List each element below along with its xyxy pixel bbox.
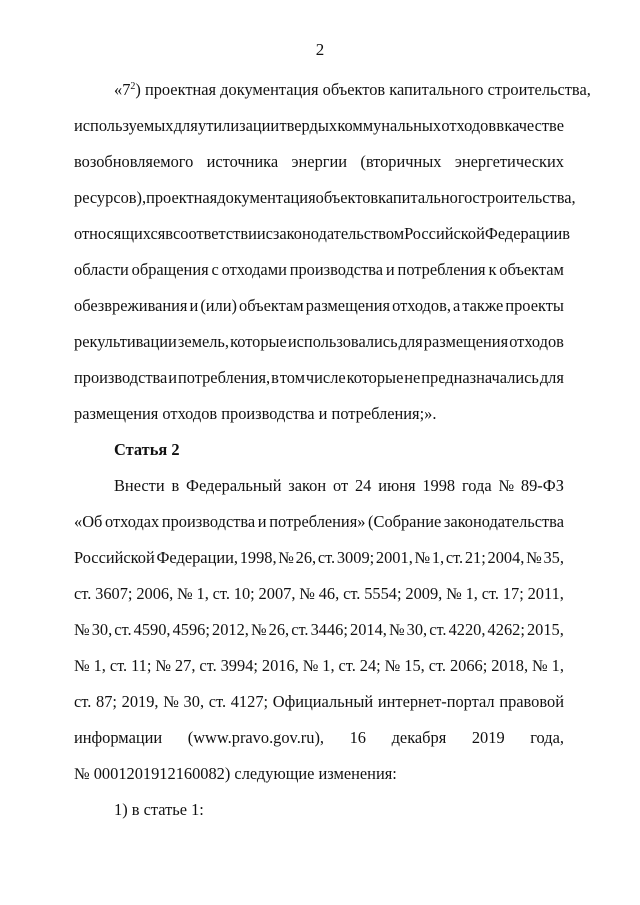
paragraph-2-line: информации (www.pravo.gov.ru), 16 декабря 2019 года,	[74, 728, 564, 747]
paragraph-2-first-line: Внести в Федеральный закон от 24 июня 1998 года № 89-ФЗ	[114, 476, 564, 495]
paragraph-2-line: № 1, ст. 11; № 27, ст. 3994; 2016, № 1, ст. 24; № 15, ст. 2066; 2018, № 1,	[74, 656, 564, 675]
item-number-prefix: «7	[114, 80, 131, 99]
article-heading: Статья 2	[114, 440, 180, 459]
item-number-superscript: 2	[130, 81, 136, 92]
paragraph-2-line: «Об отходах производства и потребления» (Собрание законодательства	[74, 512, 564, 531]
paragraph-1-line: области обращения с отходами производства и потребления к объектам	[74, 260, 564, 279]
paragraph-1-last-line: размещения отходов производства и потребления;».	[74, 404, 437, 423]
paragraph-1-line: обезвреживания и (или) объектам размещения отходов, а также проекты	[74, 296, 564, 315]
paragraph-1-line: используемых для утилизации твердых коммунальных отходов в качестве	[74, 116, 564, 135]
paragraph-1-line: производства и потребления, в том числе которые не предназначались для	[74, 368, 564, 387]
paragraph-1-first-line	[114, 80, 591, 100]
paragraph-2-line: № 30, ст. 4590, 4596; 2012, № 26, ст. 3446; 2014, № 30, ст. 4220, 4262; 2015,	[74, 620, 564, 639]
paragraph-2-line: Российской Федерации, 1998, № 26, ст. 3009; 2001, № 1, ст. 21; 2004, № 35,	[74, 548, 564, 567]
paragraph-1-line: возобновляемого источника энергии (вторичных энергетических	[74, 152, 564, 171]
paragraph-2-line: ст. 3607; 2006, № 1, ст. 10; 2007, № 46, ст. 5554; 2009, № 1, ст. 17; 2011,	[74, 584, 564, 603]
page-number: 2	[315, 40, 325, 59]
paragraph-2-last-line: № 0001201912160082) следующие изменения:	[74, 764, 397, 783]
paragraph-1-line: относящихся в соответствии с законодательством Российской Федерации в	[74, 224, 571, 243]
paragraph-1-line: ресурсов), проектная документация объектов капитального строительства,	[74, 188, 576, 207]
paragraph-1-first-line-text: ) проектная документация объектов капитального строительства,	[135, 80, 591, 99]
paragraph-1-line: рекультивации земель, которые использовались для размещения отходов	[74, 332, 564, 351]
paragraph-2-line: ст. 87; 2019, № 30, ст. 4127; Официальный интернет-портал правовой	[74, 692, 564, 711]
list-item-1: 1) в статье 1:	[114, 800, 204, 819]
